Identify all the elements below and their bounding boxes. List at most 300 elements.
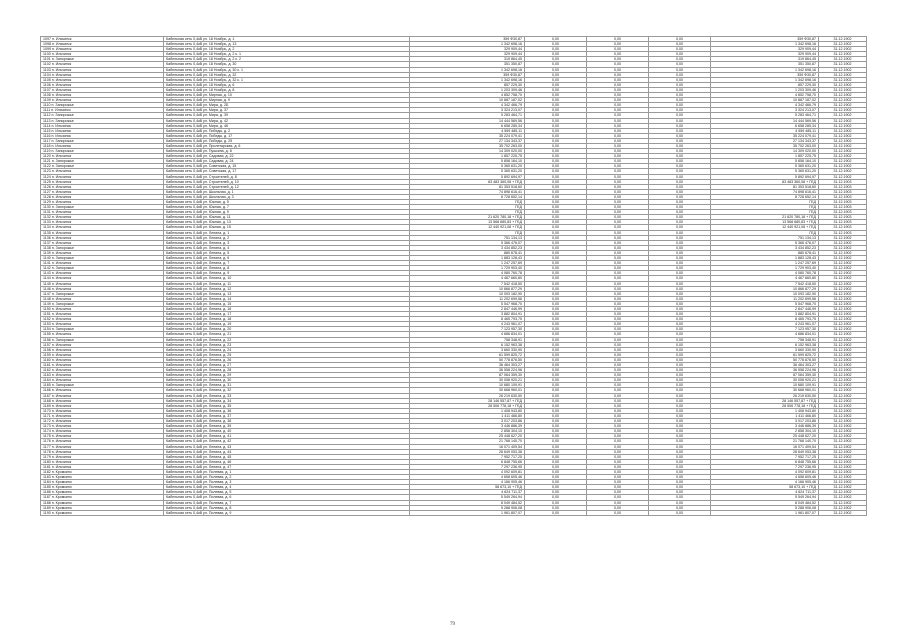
cell-col5: 0,00	[587, 256, 649, 261]
cell-object-name: Кабельная сеть 0,4кВ ул. Южная, д. 15	[164, 225, 410, 230]
cell-object-name: Кабельная сеть 0,4кВ ул. Ленина, д. 2	[164, 235, 410, 240]
cell-residual-value: 83 483 360,08 + ГЕД	[711, 179, 819, 184]
cell-col6: 0,00	[649, 475, 711, 480]
cell-col5: 0,00	[587, 82, 649, 87]
cell-col5: 0,00	[587, 42, 649, 47]
cell-object-name: Кабельная сеть 0,4кВ ул. Южная, д. 13	[164, 220, 410, 225]
cell-number-locality: 1109 п. Ильчинск	[41, 98, 164, 103]
cell-col5: 0,00	[587, 495, 649, 500]
cell-col6: 0,00	[649, 189, 711, 194]
cell-residual-value: 3 017 203,86	[711, 419, 819, 424]
cell-residual-value: 74 898 616,41	[711, 189, 819, 194]
cell-residual-value: 1 411 466,80	[711, 413, 819, 418]
cell-number-locality: 1183 п. Кромкино	[41, 475, 164, 480]
cell-object-name: Кабельная сеть 0,4кВ ул. Ленина, д. 9	[164, 271, 410, 276]
cell-residual-value: 35 702 263,00	[711, 143, 819, 148]
cell-object-name: Кабельная сеть 0,4кВ ул. Полевая, д. 3	[164, 480, 410, 485]
cell-residual-value: 4 686 834,01	[711, 332, 819, 337]
cell-number-locality: 1153 п. Ильчинск	[41, 322, 164, 327]
cell-col6: 0,00	[649, 368, 711, 373]
cell-number-locality: 1108 п. Ильчинск	[41, 93, 164, 98]
cell-col5: 0,00	[587, 281, 649, 286]
cell-date: 31.12.1903	[819, 189, 867, 194]
cell-number-locality: 1148 п. Ильчинск	[41, 296, 164, 301]
cell-object-name: Кабельная сеть 0,4кВ ул. Ленина, д. 45	[164, 454, 410, 459]
cell-object-name: Кабельная сеть 0,4кВ ул. Ленина, д. 23	[164, 342, 410, 347]
cell-col6: 0,00	[649, 256, 711, 261]
cell-col5: 0,00	[587, 210, 649, 215]
cell-number-locality: 1130 п. Запорожье	[41, 205, 164, 210]
cell-date: 31.12.1902	[819, 77, 867, 82]
cell-col4: 0,00	[525, 454, 587, 459]
cell-residual-value: 1 961 807,07	[711, 510, 819, 515]
cell-col6: 0,00	[649, 47, 711, 52]
cell-col4: 0,00	[525, 317, 587, 322]
cell-number-locality: 1161 п. Ильчинск	[41, 363, 164, 368]
cell-col5: 0,00	[587, 352, 649, 357]
cell-initial-value: 351 350,87	[410, 62, 525, 67]
cell-residual-value: 50 778 876,50	[711, 357, 819, 362]
cell-col5: 0,00	[587, 424, 649, 429]
cell-col6: 0,00	[649, 480, 711, 485]
cell-col6: 0,00	[649, 194, 711, 199]
cell-residual-value: 7 297 236,95	[711, 464, 819, 469]
cell-col5: 0,00	[587, 108, 649, 113]
cell-col5: 0,00	[587, 291, 649, 296]
cell-residual-value: 1 342 698,16	[711, 77, 819, 82]
cell-object-name: Кабельная сеть 0,4кВ ул. Победы, д. 17	[164, 133, 410, 138]
cell-number-locality: 1101 п. Запорожье	[41, 57, 164, 62]
cell-col5: 0,00	[587, 327, 649, 332]
cell-residual-value: 27 134 343,37	[711, 138, 819, 143]
cell-col5: 0,00	[587, 220, 649, 225]
cell-object-name: Кабельная сеть 0,4кВ ул. Ленина, д. 22	[164, 337, 410, 342]
cell-col4: 0,00	[525, 82, 587, 87]
cell-initial-value: 27 134 343,37	[410, 138, 525, 143]
cell-number-locality: 1104 п. Ильчинск	[41, 72, 164, 77]
cell-initial-value: 1 408 943,80	[410, 408, 525, 413]
cell-date: 31.12.1902	[819, 250, 867, 255]
cell-residual-value: 5 892 694,97	[711, 174, 819, 179]
cell-col6: 0,00	[649, 296, 711, 301]
cell-number-locality: 1176 п. Ильчинск	[41, 439, 164, 444]
cell-residual-value: 5 365 631,20	[711, 164, 819, 169]
cell-date: 31.12.1902	[819, 342, 867, 347]
cell-object-name: Кабельная сеть 0,4кВ ул. 18 Ноябрь, д. 2	[164, 47, 410, 52]
cell-initial-value: 1 857 225,75	[410, 154, 525, 159]
cell-initial-value: 14 444 569,56	[410, 118, 525, 123]
cell-number-locality: 1128 п. Ильчинск	[41, 194, 164, 199]
cell-col5: 0,00	[587, 312, 649, 317]
cell-residual-value: 12 440 921,08 + ГЕД	[711, 225, 819, 230]
cell-col5: 0,00	[587, 408, 649, 413]
cell-residual-value: 5 288 906,08	[711, 505, 819, 510]
cell-col6: 0,00	[649, 276, 711, 281]
cell-col6: 0,00	[649, 250, 711, 255]
cell-number-locality: 1121 п. Запорожье	[41, 159, 164, 164]
cell-col4: 0,00	[525, 276, 587, 281]
cell-object-name: Кабельная сеть 0,4кВ ул. Полевая, д. 5	[164, 490, 410, 495]
cell-col4: 0,00	[525, 434, 587, 439]
cell-initial-value: 4 342 466,79	[410, 103, 525, 108]
cell-initial-value: 61 599 825,72	[410, 352, 525, 357]
cell-col6: 0,00	[649, 261, 711, 266]
cell-date: 31.12.1903	[819, 184, 867, 189]
cell-initial-value: 6 152 963,38	[410, 342, 525, 347]
cell-object-name: Кабельная сеть 0,4кВ ул. 18 Ноябрь, д. 1	[164, 37, 410, 42]
cell-number-locality: 1147 п. Запорожье	[41, 291, 164, 296]
cell-initial-value: 8 728 652,14	[410, 194, 525, 199]
cell-initial-value: 6 848 755,66	[410, 459, 525, 464]
cell-date: 31.12.1902	[819, 434, 867, 439]
cell-col6: 0,00	[649, 317, 711, 322]
cell-col4: 0,00	[525, 179, 587, 184]
cell-date: 31.12.1902	[819, 87, 867, 92]
cell-col4: 0,00	[525, 378, 587, 383]
cell-col5: 0,00	[587, 439, 649, 444]
cell-number-locality: 1137 п. Ильчинск	[41, 240, 164, 245]
cell-col6: 0,00	[649, 159, 711, 164]
cell-col4: 0,00	[525, 184, 587, 189]
cell-col4: 0,00	[525, 286, 587, 291]
cell-col6: 0,00	[649, 500, 711, 505]
cell-number-locality: 1118 п. Ильчинск	[41, 143, 164, 148]
cell-object-name: Кабельная сеть 0,4кВ ул. Ленина, д. 20	[164, 327, 410, 332]
cell-object-name: Кабельная сеть 0,4кВ ул. Ленина, д. 37	[164, 413, 410, 418]
cell-col6: 0,00	[649, 164, 711, 169]
cell-col5: 0,00	[587, 403, 649, 408]
cell-col4: 0,00	[525, 500, 587, 505]
cell-date: 31.12.1902	[819, 276, 867, 281]
cell-date: 31.12.1902	[819, 123, 867, 128]
cell-residual-value: 8 465 793,75	[711, 317, 819, 322]
cell-residual-value: 6 658 285,34	[711, 123, 819, 128]
cell-date: 31.12.1902	[819, 72, 867, 77]
cell-col4: 0,00	[525, 103, 587, 108]
cell-date: 31.12.1903	[819, 179, 867, 184]
cell-object-name: Кабельная сеть 0,4кВ ул. 18 Ноябрь, д. 30	[164, 62, 410, 67]
cell-col5: 0,00	[587, 230, 649, 235]
cell-col4: 0,00	[525, 449, 587, 454]
cell-date: 31.12.1902	[819, 454, 867, 459]
cell-col5: 0,00	[587, 174, 649, 179]
cell-initial-value: 5 547 968,70	[410, 301, 525, 306]
cell-col5: 0,00	[587, 378, 649, 383]
cell-col6: 0,00	[649, 434, 711, 439]
cell-col6: 0,00	[649, 485, 711, 490]
cell-object-name: Кабельная сеть 0,4кВ ул. Ленина, д. 26	[164, 357, 410, 362]
cell-object-name: Кабельная сеть 0,4кВ ул. Полевая, д. 6	[164, 495, 410, 500]
cell-number-locality: 1167 п. Ильчинск	[41, 393, 164, 398]
cell-col5: 0,00	[587, 200, 649, 205]
cell-date: 31.12.1902	[819, 368, 867, 373]
cell-residual-value: 758 348,91	[711, 337, 819, 342]
cell-col6: 0,00	[649, 388, 711, 393]
cell-initial-value: 4 852 758,70	[410, 93, 525, 98]
cell-initial-value: ГЕД	[410, 230, 525, 235]
cell-date: 31.12.1902	[819, 133, 867, 138]
cell-date: 31.12.1903	[819, 210, 867, 215]
cell-residual-value: 7 542 418,50	[711, 281, 819, 286]
cell-col5: 0,00	[587, 388, 649, 393]
cell-col5: 0,00	[587, 154, 649, 159]
cell-number-locality: 1113 п. Запорожье	[41, 118, 164, 123]
cell-residual-value: 4 243 961,07	[711, 322, 819, 327]
cell-initial-value: 6 658 285,34	[410, 123, 525, 128]
cell-number-locality: 1179 п. Ильчинск	[41, 454, 164, 459]
cell-col4: 0,00	[525, 250, 587, 255]
cell-col6: 0,00	[649, 363, 711, 368]
cell-col4: 0,00	[525, 52, 587, 57]
cell-date: 31.12.1902	[819, 138, 867, 143]
cell-col4: 0,00	[525, 510, 587, 515]
cell-initial-value: 3 660 330,90	[410, 347, 525, 352]
register-sheet	[40, 36, 905, 516]
cell-object-name: Кабельная сеть 0,4кВ ул. Ленина, д. 42	[164, 439, 410, 444]
cell-date: 31.12.1903	[819, 200, 867, 205]
cell-date: 31.12.1902	[819, 245, 867, 250]
cell-number-locality: 1100 п. Ильчинск	[41, 52, 164, 57]
cell-number-locality: 1112 п. Запорожье	[41, 113, 164, 118]
cell-col6: 0,00	[649, 383, 711, 388]
cell-col4: 0,00	[525, 322, 587, 327]
cell-date: 31.12.1902	[819, 490, 867, 495]
cell-col4: 0,00	[525, 459, 587, 464]
cell-residual-value: 4 092 609,81	[711, 469, 819, 474]
cell-col5: 0,00	[587, 98, 649, 103]
cell-col5: 0,00	[587, 138, 649, 143]
cell-object-name: Кабельная сеть 0,4кВ ул. Садовая, д. 24	[164, 159, 410, 164]
cell-number-locality: 1131 п. Ильчинск	[41, 210, 164, 215]
cell-initial-value: 10 866 877,29	[410, 286, 525, 291]
cell-object-name: Кабельная сеть 0,4кВ ул. Ленина, д. 7	[164, 261, 410, 266]
cell-initial-value: 10 093 182,90	[410, 291, 525, 296]
cell-object-name: Кабельная сеть 0,4кВ ул. Советская, д. 17	[164, 169, 410, 174]
cell-date: 31.12.1902	[819, 306, 867, 311]
cell-col5: 0,00	[587, 62, 649, 67]
cell-number-locality: 1177 п. Ильчинск	[41, 444, 164, 449]
cell-col4: 0,00	[525, 464, 587, 469]
cell-col5: 0,00	[587, 245, 649, 250]
cell-initial-value: 5 365 631,20	[410, 164, 525, 169]
cell-date: 31.12.1902	[819, 301, 867, 306]
cell-initial-value: 28 649 053,38	[410, 449, 525, 454]
cell-col5: 0,00	[587, 113, 649, 118]
cell-residual-value: 4 852 758,70	[711, 93, 819, 98]
cell-number-locality: 1115 п. Ильчинск	[41, 128, 164, 133]
cell-col4: 0,00	[525, 332, 587, 337]
cell-initial-value: 2 858 304,10	[410, 429, 525, 434]
cell-number-locality: 1182 п. Кромкино	[41, 469, 164, 474]
cell-col4: 0,00	[525, 189, 587, 194]
cell-col6: 0,00	[649, 154, 711, 159]
cell-residual-value: 30 058 920,21	[711, 378, 819, 383]
cell-col6: 0,00	[649, 230, 711, 235]
cell-number-locality: 1178 п. Ильчинск	[41, 449, 164, 454]
cell-col4: 0,00	[525, 93, 587, 98]
cell-residual-value: 8 049 484,52	[711, 500, 819, 505]
cell-object-name: Кабельная сеть 0,4кВ ул. Пролетарская, д. 6	[164, 143, 410, 148]
cell-col4: 0,00	[525, 210, 587, 215]
cell-col5: 0,00	[587, 93, 649, 98]
cell-col4: 0,00	[525, 475, 587, 480]
cell-initial-value: 3 882 804,91	[410, 312, 525, 317]
cell-col5: 0,00	[587, 225, 649, 230]
cell-col6: 0,00	[649, 108, 711, 113]
cell-date: 31.12.1902	[819, 444, 867, 449]
cell-col6: 0,00	[649, 52, 711, 57]
cell-number-locality: 1189 п. Кромкино	[41, 505, 164, 510]
cell-date: 31.12.1902	[819, 327, 867, 332]
cell-col6: 0,00	[649, 408, 711, 413]
cell-residual-value: 5 547 968,70	[711, 301, 819, 306]
cell-initial-value: 8 465 793,75	[410, 317, 525, 322]
cell-initial-value: 5 365 631,20	[410, 169, 525, 174]
cell-initial-value: 87 064 359,30	[410, 373, 525, 378]
cell-col4: 0,00	[525, 363, 587, 368]
cell-initial-value: 5 283 464,71	[410, 113, 525, 118]
cell-col6: 0,00	[649, 342, 711, 347]
cell-col4: 0,00	[525, 327, 587, 332]
cell-col5: 0,00	[587, 189, 649, 194]
cell-object-name: Кабельная сеть 0,4кВ ул. Ленина, д. 16	[164, 306, 410, 311]
cell-date: 31.12.1902	[819, 154, 867, 159]
cell-col6: 0,00	[649, 149, 711, 154]
cell-col6: 0,00	[649, 505, 711, 510]
cell-object-name: Кабельная сеть 0,4кВ ул. Ленина, д. 39	[164, 424, 410, 429]
cell-residual-value: 4 624 711,37	[711, 490, 819, 495]
cell-residual-value: 35 224 079,41	[711, 133, 819, 138]
page-number: 79	[450, 622, 455, 627]
cell-number-locality: 1122 п. Запорожье	[41, 164, 164, 169]
cell-col6: 0,00	[649, 454, 711, 459]
cell-initial-value: 28 146 557,87 + ГЕД	[410, 398, 525, 403]
cell-col6: 0,00	[649, 312, 711, 317]
cell-col6: 0,00	[649, 337, 711, 342]
cell-col4: 0,00	[525, 240, 587, 245]
cell-col4: 0,00	[525, 469, 587, 474]
cell-col5: 0,00	[587, 128, 649, 133]
cell-initial-value: 8 049 484,52	[410, 500, 525, 505]
cell-col6: 0,00	[649, 103, 711, 108]
cell-col5: 0,00	[587, 383, 649, 388]
cell-number-locality: 1172 п. Ильчинск	[41, 419, 164, 424]
cell-initial-value: 857 229,30	[410, 82, 525, 87]
cell-col5: 0,00	[587, 143, 649, 148]
cell-initial-value: 4 467 660,80	[410, 276, 525, 281]
cell-initial-value: 1 961 807,07	[410, 510, 525, 515]
cell-object-name: Кабельная сеть 0,4кВ ул. Ленина, д. 43	[164, 444, 410, 449]
cell-number-locality: 1102 п. Ильчинск	[41, 62, 164, 67]
cell-date: 31.12.1902	[819, 480, 867, 485]
cell-residual-value: 3 324 213,07	[711, 108, 819, 113]
cell-col4: 0,00	[525, 424, 587, 429]
cell-object-name: Кабельная сеть 0,4кВ ул. Ленина, д. 15	[164, 301, 410, 306]
cell-col4: 0,00	[525, 480, 587, 485]
cell-initial-value: 4 080 760,78	[410, 271, 525, 276]
cell-col4: 0,00	[525, 205, 587, 210]
cell-date: 31.12.1902	[819, 291, 867, 296]
cell-initial-value: 7 123 957,30	[410, 327, 525, 332]
cell-number-locality: 1117 п. Запорожье	[41, 138, 164, 143]
cell-initial-value: 5 288 906,08	[410, 505, 525, 510]
cell-col5: 0,00	[587, 118, 649, 123]
cell-col4: 0,00	[525, 301, 587, 306]
cell-col6: 0,00	[649, 352, 711, 357]
cell-col4: 0,00	[525, 383, 587, 388]
cell-col4: 0,00	[525, 87, 587, 92]
cell-col6: 0,00	[649, 225, 711, 230]
cell-object-name: Кабельная сеть 0,4кВ ул. Мира, д. 2Б	[164, 103, 410, 108]
cell-residual-value: 1 342 698,16	[711, 42, 819, 47]
cell-col5: 0,00	[587, 485, 649, 490]
cell-initial-value: 13 568 680,83 + ГЕД	[410, 220, 525, 225]
cell-col4: 0,00	[525, 174, 587, 179]
cell-initial-value: 758 348,91	[410, 337, 525, 342]
cell-initial-value: 1 411 466,80	[410, 413, 525, 418]
cell-object-name: Кабельная сеть 0,4кВ ул. Школьная, д. 3	[164, 194, 410, 199]
cell-col6: 0,00	[649, 118, 711, 123]
cell-residual-value: 351 350,87	[711, 62, 819, 67]
cell-object-name: Кабельная сеть 0,4кВ ул. Полевая, д. 8	[164, 505, 410, 510]
cell-initial-value: 35 702 263,00	[410, 143, 525, 148]
cell-object-name: Кабельная сеть 0,4кВ ул. Южная, д. 9	[164, 210, 410, 215]
cell-col6: 0,00	[649, 42, 711, 47]
cell-object-name: Кабельная сеть 0,4кВ ул. 18 Ноябрь, д. 8	[164, 87, 410, 92]
cell-col4: 0,00	[525, 230, 587, 235]
cell-number-locality: 1132 п. Ильчинск	[41, 215, 164, 220]
cell-col5: 0,00	[587, 261, 649, 266]
cell-col5: 0,00	[587, 296, 649, 301]
cell-col5: 0,00	[587, 235, 649, 240]
cell-col6: 0,00	[649, 235, 711, 240]
cell-date: 31.12.1902	[819, 235, 867, 240]
cell-date: 31.12.1902	[819, 393, 867, 398]
cell-number-locality: 1154 п. Запорожье	[41, 327, 164, 332]
cell-residual-value: 21 768 140,70	[711, 439, 819, 444]
cell-col4: 0,00	[525, 256, 587, 261]
cell-date: 31.12.1902	[819, 352, 867, 357]
cell-col6: 0,00	[649, 322, 711, 327]
cell-number-locality: 1162 п. Ильчинск	[41, 368, 164, 373]
cell-initial-value: ГЕД	[410, 210, 525, 215]
cell-col6: 0,00	[649, 424, 711, 429]
cell-col5: 0,00	[587, 271, 649, 276]
cell-object-name: Кабельная сеть 0,4кВ ул. Полевая, д. 1	[164, 469, 410, 474]
cell-object-name: Кабельная сеть 0,4кВ ул. Мирная, д. 9	[164, 98, 410, 103]
cell-initial-value: 28 506 778,18 + ГЕД	[410, 403, 525, 408]
cell-date: 31.12.1902	[819, 271, 867, 276]
cell-initial-value: 30 668 960,01	[410, 388, 525, 393]
cell-col5: 0,00	[587, 286, 649, 291]
cell-initial-value: 81 353 518,60	[410, 184, 525, 189]
cell-object-name: Кабельная сеть 0,4кВ ул. Ленина, д. 28	[164, 368, 410, 373]
cell-number-locality: 1114 п. Ильчинск	[41, 123, 164, 128]
cell-residual-value: 81 353 518,60	[711, 184, 819, 189]
cell-initial-value: 7 542 418,50	[410, 281, 525, 286]
cell-object-name: Кабельная сеть 0,4кВ ул. Мира, д. 39	[164, 113, 410, 118]
cell-residual-value: 3 882 804,91	[711, 312, 819, 317]
cell-residual-value: 1 203 309,46	[711, 87, 819, 92]
cell-residual-value: 3 446 886,39	[711, 424, 819, 429]
cell-col4: 0,00	[525, 393, 587, 398]
cell-col5: 0,00	[587, 159, 649, 164]
cell-col5: 0,00	[587, 276, 649, 281]
cell-col4: 0,00	[525, 413, 587, 418]
cell-col6: 0,00	[649, 82, 711, 87]
cell-col4: 0,00	[525, 398, 587, 403]
cell-col4: 0,00	[525, 261, 587, 266]
